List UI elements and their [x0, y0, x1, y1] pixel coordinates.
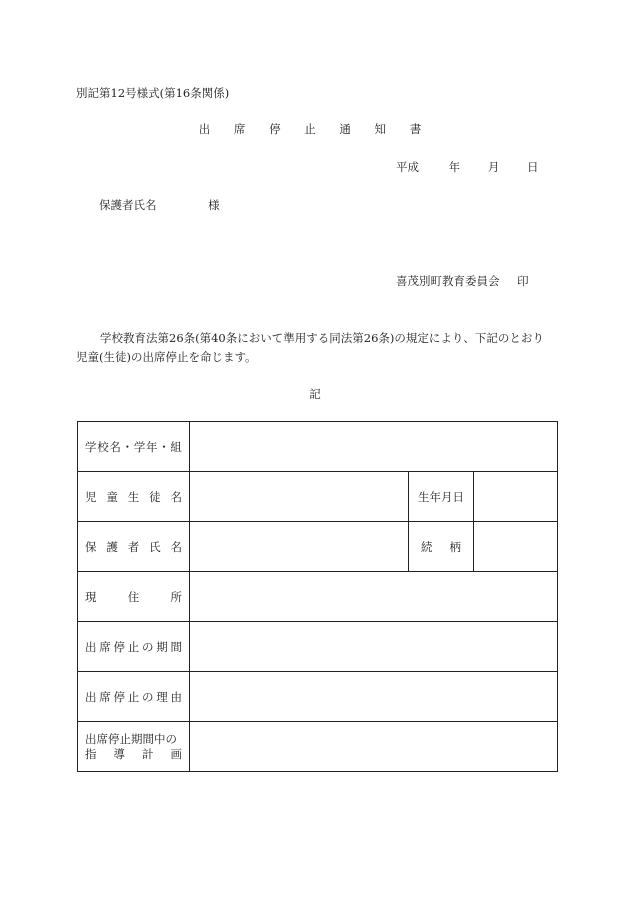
guidance-plan-value-cell[interactable]	[190, 722, 558, 772]
document-title: 出 席 停 止 通 知 書	[198, 122, 432, 136]
row-label-char: 学	[133, 439, 146, 454]
row-label-char: 校	[97, 439, 109, 454]
row-label-char: 出	[85, 639, 97, 654]
row-label-suspension-period	[78, 622, 190, 672]
row-label-guidance-plan	[78, 722, 190, 772]
row-label-char: 間	[170, 639, 182, 654]
row-label-char: 児	[85, 489, 97, 504]
issuer-line	[396, 273, 529, 289]
row-label-suspension-reason	[78, 672, 190, 722]
row-label-school	[78, 422, 190, 472]
date-day: 日	[526, 160, 539, 174]
row-label-char: 由	[170, 689, 182, 704]
row-label-char: 学	[85, 439, 97, 454]
form-number: 別記第12号様式(第16条関係)	[76, 86, 230, 100]
row-label-char: 年	[146, 439, 158, 454]
row-label-char: 理	[156, 689, 168, 704]
row-label-char: 画	[170, 746, 182, 761]
row-label-char: ・	[121, 439, 134, 454]
notice-table	[77, 421, 558, 772]
row-label-guardian-name	[78, 522, 190, 572]
school-value-cell[interactable]	[190, 422, 558, 472]
relationship-char: 続	[421, 539, 433, 554]
date-month: 月	[487, 160, 500, 174]
date-line	[396, 159, 538, 175]
guidance-plan-label-line1: 出席停止期間中の	[85, 731, 177, 746]
row-label-char: 現	[85, 589, 97, 604]
row-label-student-name	[78, 472, 190, 522]
relationship-value-cell[interactable]	[474, 522, 558, 572]
relationship-char: 柄	[449, 539, 461, 554]
addressee-line	[99, 197, 220, 213]
table-row	[78, 522, 558, 572]
notice-body	[76, 329, 566, 367]
row-label-char: 組	[170, 439, 182, 454]
table-row	[78, 622, 558, 672]
notice-body-line2: 児童(生徒)の出席停止を命じます。	[76, 350, 257, 364]
row-label-char: 護	[106, 539, 118, 554]
row-label-char: 期	[156, 639, 168, 654]
table-row	[78, 722, 558, 772]
row-label-char: 停	[113, 639, 125, 654]
issuer-name: 喜茂別町教育委員会	[396, 274, 500, 288]
row-label-char: 生	[127, 489, 140, 504]
student-name-value-cell[interactable]	[190, 472, 409, 522]
table-row	[78, 422, 558, 472]
row-label-char: 保	[85, 539, 97, 554]
row-label-char: 計	[142, 746, 154, 761]
table-row	[78, 472, 558, 522]
notice-body-line1: 学校教育法第26条(第40条において準用する同法第26条)の規定により、下記のとおり	[100, 331, 544, 345]
issuer-seal: 印	[517, 274, 529, 288]
row-label-char: 止	[127, 689, 140, 704]
row-label-char: 席	[99, 689, 111, 704]
suspension-reason-value-cell[interactable]	[190, 672, 558, 722]
birthdate-value-cell[interactable]	[474, 472, 558, 522]
row-label-char: 徒	[149, 489, 161, 504]
row-label-char: の	[142, 689, 154, 704]
row-label-address	[78, 572, 190, 622]
row-label-char: 席	[99, 639, 111, 654]
date-era: 平成	[396, 160, 419, 174]
row-label-char: 出	[85, 689, 97, 704]
row-label-char: 住	[127, 589, 140, 604]
row-label-char: 氏	[149, 539, 161, 554]
row-label-char: 導	[113, 746, 125, 761]
addressee-label: 保護者氏名	[99, 198, 157, 212]
ki-heading: 記	[309, 387, 321, 401]
row-label-char: 所	[170, 589, 182, 604]
address-value-cell[interactable]	[190, 572, 558, 622]
row-label-char: 名	[109, 439, 121, 454]
table-row	[78, 672, 558, 722]
row-label-char: の	[142, 639, 154, 654]
row-label-char: 童	[106, 489, 118, 504]
row-label-char: 名	[170, 489, 182, 504]
guardian-name-value-cell[interactable]	[190, 522, 409, 572]
birthdate-label: 生年月日	[409, 472, 474, 522]
row-label-char: 名	[170, 539, 182, 554]
suspension-period-value-cell[interactable]	[190, 622, 558, 672]
row-label-char: ・	[158, 439, 170, 454]
row-label-char: 止	[127, 639, 140, 654]
table-row	[78, 572, 558, 622]
relationship-label	[409, 522, 474, 572]
row-label-char: 者	[127, 539, 140, 554]
addressee-honorific: 様	[208, 198, 220, 212]
date-year: 年	[448, 160, 461, 174]
row-label-char: 停	[113, 689, 125, 704]
row-label-char: 指	[85, 746, 97, 761]
